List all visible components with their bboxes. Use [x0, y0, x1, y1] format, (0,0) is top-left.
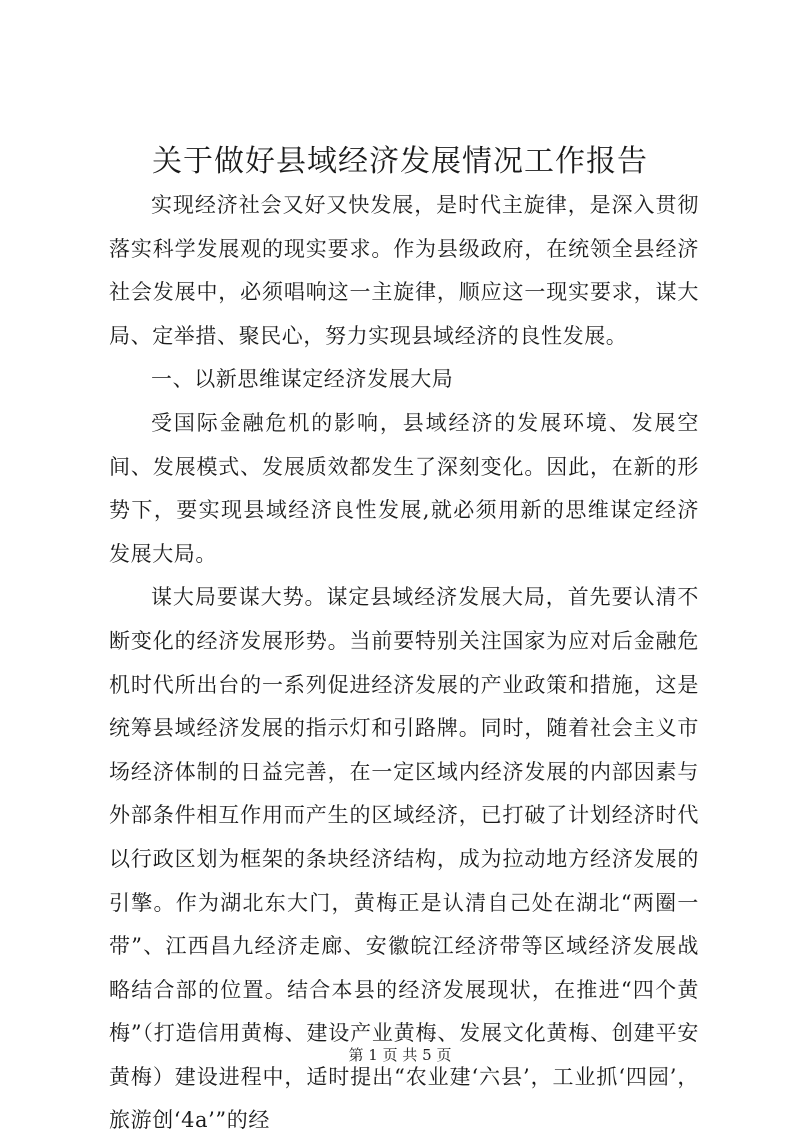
paragraph-big-picture: 谋大局要谋大势。谋定县域经济发展大局，首先要认清不断变化的经济发展形势。当前要特别关注国家为应对后金融危机时代所出台的一系列促进经济发展的产业政策和措施，这是统筹县域经济发展的指示灯和引路牌。同时，随着社会主义市场经济体制的日益完善，在一定区域内经济发展的内部因素与外部条件相互作用而产生的区域经济，已打破了计划经济时代以行政区划为框架的条块经济结构，成为拉动地方经济发展的引擎。作为湖北东大门，黄梅正是认清自己处在湖北“两圈一带”、江西昌九经济走廊、安徽皖江经济带等区域经济发展战略结合部的位置。结合本县的经济发展现状，在推进“四个黄梅”（打造信用黄梅、建设产业黄梅、发展文化黄梅、创建平安黄梅）建设进程中，适时提出“农业建‘六县’，工业抓‘四园’，旅游创‘4a’”的经 [109, 585, 699, 1133]
document-body [109, 184, 699, 1143]
document-title: 关于做好县域经济发展情况工作报告 [152, 144, 648, 179]
section-heading-1: 一、以新思维谋定经济发展大局 [151, 367, 454, 392]
paragraph-financial-crisis: 受国际金融危机的影响，县域经济的发展环境、发展空间、发展模式、发展质效都发生了深刻变化。因此，在新的形势下，要实现县域经济良性发展,就必须用新的思维谋定经济发展大局。 [109, 410, 699, 566]
paragraph-intro: 实现经济社会又好又快发展，是时代主旋律，是深入贯彻落实科学发展观的现实要求。作为县级政府，在统领全县经济社会发展中，必须唱响这一主旋律，顺应这一现实要求，谋大局、定举措、聚民心，努力实现县域经济的良性发展。 [109, 193, 699, 348]
page-footer: 第 1 页 共 5 页 [348, 1046, 452, 1064]
